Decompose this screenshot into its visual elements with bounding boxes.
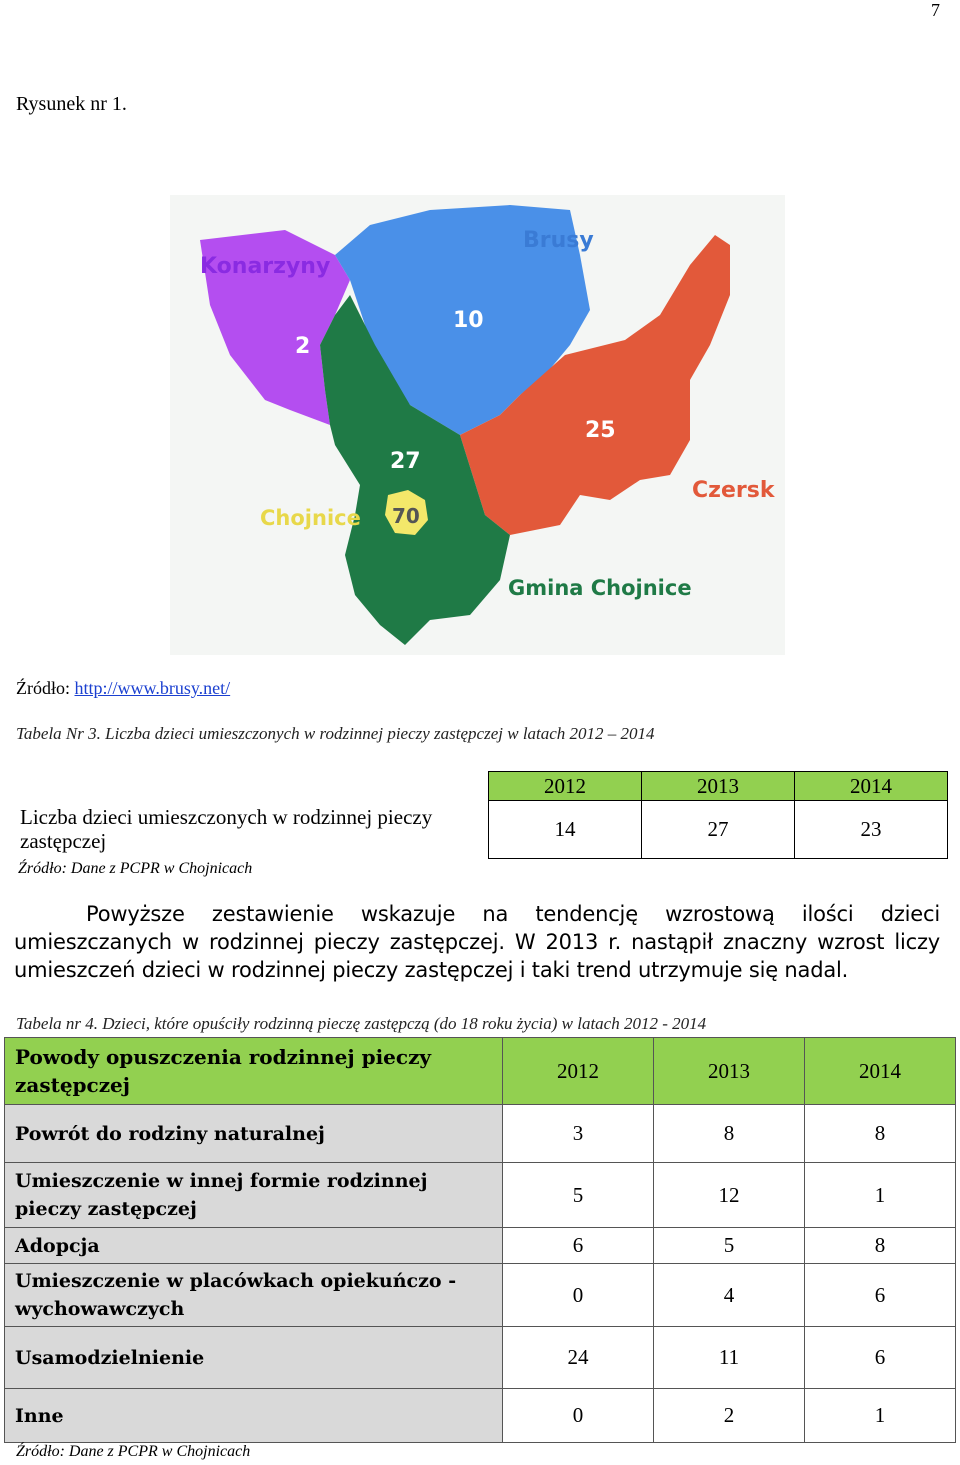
table4-cell: 5 bbox=[654, 1228, 805, 1264]
table4-row-label: Umieszczenie w innej formie rodzinnej pieczy zastępczej bbox=[5, 1163, 503, 1228]
county-map bbox=[170, 195, 785, 655]
table4-cell: 6 bbox=[805, 1264, 956, 1327]
table3-year: 2012 bbox=[489, 772, 642, 801]
table4-row-label: Powrót do rodziny naturalnej bbox=[5, 1105, 503, 1163]
figure-label: Rysunek nr 1. bbox=[16, 93, 127, 115]
value-chojnice: 70 bbox=[392, 504, 420, 528]
table3-header-row bbox=[489, 772, 948, 801]
table4-cell: 1 bbox=[805, 1389, 956, 1443]
table3 bbox=[488, 771, 948, 859]
table4-cell: 1 bbox=[805, 1163, 956, 1228]
table3-caption: Tabela Nr 3. Liczba dzieci umieszczonych w rodzinnej pieczy zastępczej w latach 2012 – 2014 bbox=[16, 724, 655, 743]
table4-cell: 2 bbox=[654, 1389, 805, 1443]
label-gmina-chojnice: Gmina Chojnice bbox=[508, 576, 692, 600]
table3-value: 23 bbox=[795, 801, 948, 859]
figure-source-prefix: Źródło: bbox=[16, 678, 75, 698]
body-paragraph-text: Powyższe zestawienie wskazuje na tendencję wzrostową ilości dzieci umieszczanych w rodzinnej pieczy zastępczej. W 2013 r. nastąpił znaczny wzrost liczy umieszczeń dzieci w rodzinnej pieczy zastępczej i taki trend utrzymuje się nadal. bbox=[14, 902, 940, 982]
table-row bbox=[5, 1389, 956, 1443]
table-row bbox=[5, 1105, 956, 1163]
value-konarzyny: 2 bbox=[295, 334, 311, 359]
table4-row-label: Adopcja bbox=[5, 1228, 503, 1264]
table-row bbox=[5, 1228, 956, 1264]
table4-source: Źródło: Dane z PCPR w Chojnicach bbox=[16, 1443, 251, 1460]
table3-value-row bbox=[489, 801, 948, 859]
table3-row-label: Liczba dzieci umieszczonych w rodzinnej pieczy zastępczej bbox=[20, 805, 433, 853]
table4-cell: 4 bbox=[654, 1264, 805, 1327]
table4-row-label: Inne bbox=[5, 1389, 503, 1443]
table3-source: Źródło: Dane z PCPR w Chojnicach bbox=[18, 860, 253, 877]
table-row bbox=[5, 1327, 956, 1389]
label-chojnice: Chojnice bbox=[260, 506, 361, 530]
value-czersk: 25 bbox=[585, 418, 616, 443]
page-number: 7 bbox=[931, 0, 940, 20]
table4-year: 2014 bbox=[805, 1038, 956, 1105]
table4-year: 2012 bbox=[503, 1038, 654, 1105]
label-konarzyny: Konarzyny bbox=[200, 254, 331, 279]
table4-cell: 24 bbox=[503, 1327, 654, 1389]
label-czersk: Czersk bbox=[692, 478, 775, 503]
source-link[interactable]: http://www.brusy.net/ bbox=[74, 678, 231, 698]
value-gmina-chojnice: 27 bbox=[390, 449, 421, 474]
table4-cell: 6 bbox=[805, 1327, 956, 1389]
table4-cell: 8 bbox=[805, 1105, 956, 1163]
table4-cell: 0 bbox=[503, 1389, 654, 1443]
table4-cell: 8 bbox=[654, 1105, 805, 1163]
county-map-svg bbox=[170, 195, 785, 655]
table4-cell: 8 bbox=[805, 1228, 956, 1264]
table-row bbox=[5, 1264, 956, 1327]
value-brusy: 10 bbox=[453, 308, 484, 333]
table4-cell: 5 bbox=[503, 1163, 654, 1228]
table3-value: 27 bbox=[642, 801, 795, 859]
table4-row-label: Umieszczenie w placówkach opiekuńczo - wychowawczych bbox=[5, 1264, 503, 1327]
table4-caption: Tabela nr 4. Dzieci, które opuściły rodzinną pieczę zastępczą (do 18 roku życia) w latach 2012 - 2014 bbox=[16, 1014, 707, 1033]
table4-cell: 11 bbox=[654, 1327, 805, 1389]
table3-year: 2014 bbox=[795, 772, 948, 801]
table4-year: 2013 bbox=[654, 1038, 805, 1105]
table4-cell: 6 bbox=[503, 1228, 654, 1264]
table4-cell: 3 bbox=[503, 1105, 654, 1163]
table4-row-label: Usamodzielnienie bbox=[5, 1327, 503, 1389]
table4-header-label: Powody opuszczenia rodzinnej pieczy zastępczej bbox=[5, 1038, 503, 1105]
table3-year: 2013 bbox=[642, 772, 795, 801]
label-brusy: Brusy bbox=[523, 228, 594, 253]
table4 bbox=[4, 1037, 956, 1443]
body-paragraph bbox=[14, 900, 940, 984]
figure-source bbox=[16, 678, 230, 699]
table4-cell: 0 bbox=[503, 1264, 654, 1327]
table-row bbox=[5, 1163, 956, 1228]
table4-header-row bbox=[5, 1038, 956, 1105]
table3-value: 14 bbox=[489, 801, 642, 859]
table4-cell: 12 bbox=[654, 1163, 805, 1228]
